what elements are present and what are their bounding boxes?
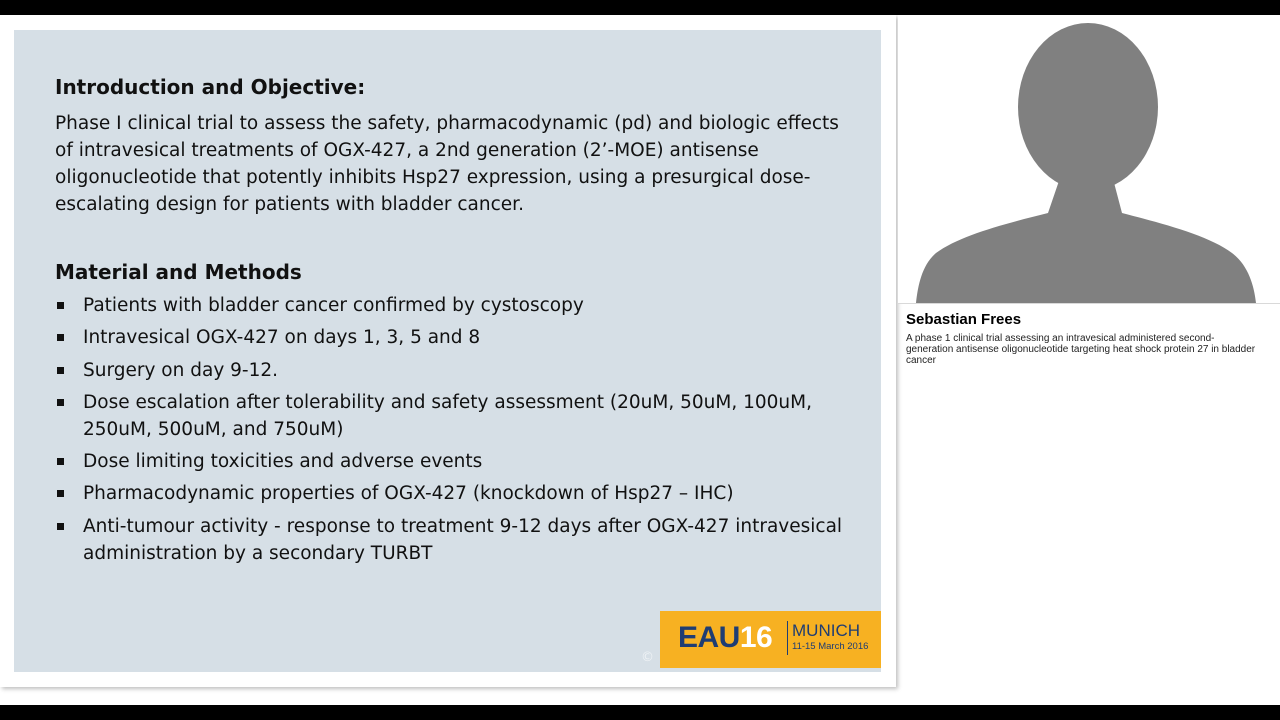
square-bullet-icon — [57, 458, 64, 465]
speaker-photo — [898, 15, 1280, 303]
bullet-item — [55, 448, 845, 475]
bullet-text: Surgery on day 9-12. — [83, 359, 279, 381]
bullet-item — [55, 513, 845, 567]
logo-wordmark — [678, 621, 772, 655]
methods-bullet-list — [55, 292, 845, 572]
speaker-name: Sebastian Frees — [906, 311, 1022, 328]
square-bullet-icon — [57, 334, 64, 341]
logo-number: 16 — [739, 621, 773, 654]
square-bullet-icon — [57, 523, 64, 530]
bullet-text: Dose escalation after tolerability and safety assessment (20uM, 50uM, 100uM, 250uM, 500uM, and 750uM) — [83, 391, 812, 440]
logo-divider — [787, 621, 788, 655]
methods-heading: Material and Methods — [55, 260, 302, 284]
bullet-text: Patients with bladder cancer confirmed by cystoscopy — [83, 295, 584, 316]
bullet-item — [55, 292, 845, 319]
bullet-item — [55, 389, 845, 443]
logo-dates: 11-15 March 2016 — [792, 641, 869, 652]
bullet-item — [55, 480, 845, 507]
bullet-item — [55, 324, 845, 351]
square-bullet-icon — [57, 367, 64, 374]
talk-title: A phase 1 clinical trial assessing an intravesical administered second-generation antisense oligonucleotide targeting heat shock protein 27 in bladder cancer — [906, 333, 1256, 366]
bottom-letterbox-bar — [0, 705, 1280, 720]
intro-heading: Introduction and Objective: — [55, 75, 366, 99]
bullet-item — [55, 357, 845, 384]
copyright-mark: © — [641, 650, 654, 665]
person-silhouette-icon — [898, 15, 1280, 303]
top-letterbox-bar — [0, 0, 1280, 15]
intro-paragraph: Phase I clinical trial to assess the safety, pharmacodynamic (pd) and biologic effects of intravesical treatments of OGX-427, a 2nd generation (2’-MOE) antisense oligonucleotide that potently inhibits Hsp27 expression, using a presurgical dose-escalating design for patients with bladder cancer. — [55, 113, 839, 215]
square-bullet-icon — [57, 399, 64, 406]
logo-city: MUNICH — [792, 621, 860, 640]
presentation-slide — [14, 30, 881, 672]
bullet-text: Anti-tumour activity - response to treatment 9-12 days after OGX-427 intravesical administration by a secondary TURBT — [83, 515, 843, 564]
logo-word: EAU — [678, 621, 740, 654]
eau16-logo — [660, 611, 881, 668]
bullet-text: Dose limiting toxicities and adverse events — [83, 451, 483, 473]
bullet-text: Pharmacodynamic properties of OGX-427 (knockdown of Hsp27 – IHC) — [83, 483, 734, 505]
bullet-text: Intravesical OGX-427 on days 1, 3, 5 and 8 — [83, 327, 481, 349]
square-bullet-icon — [57, 490, 64, 497]
slide-viewer — [0, 15, 896, 687]
square-bullet-icon — [57, 302, 64, 309]
photo-divider — [898, 303, 1280, 304]
